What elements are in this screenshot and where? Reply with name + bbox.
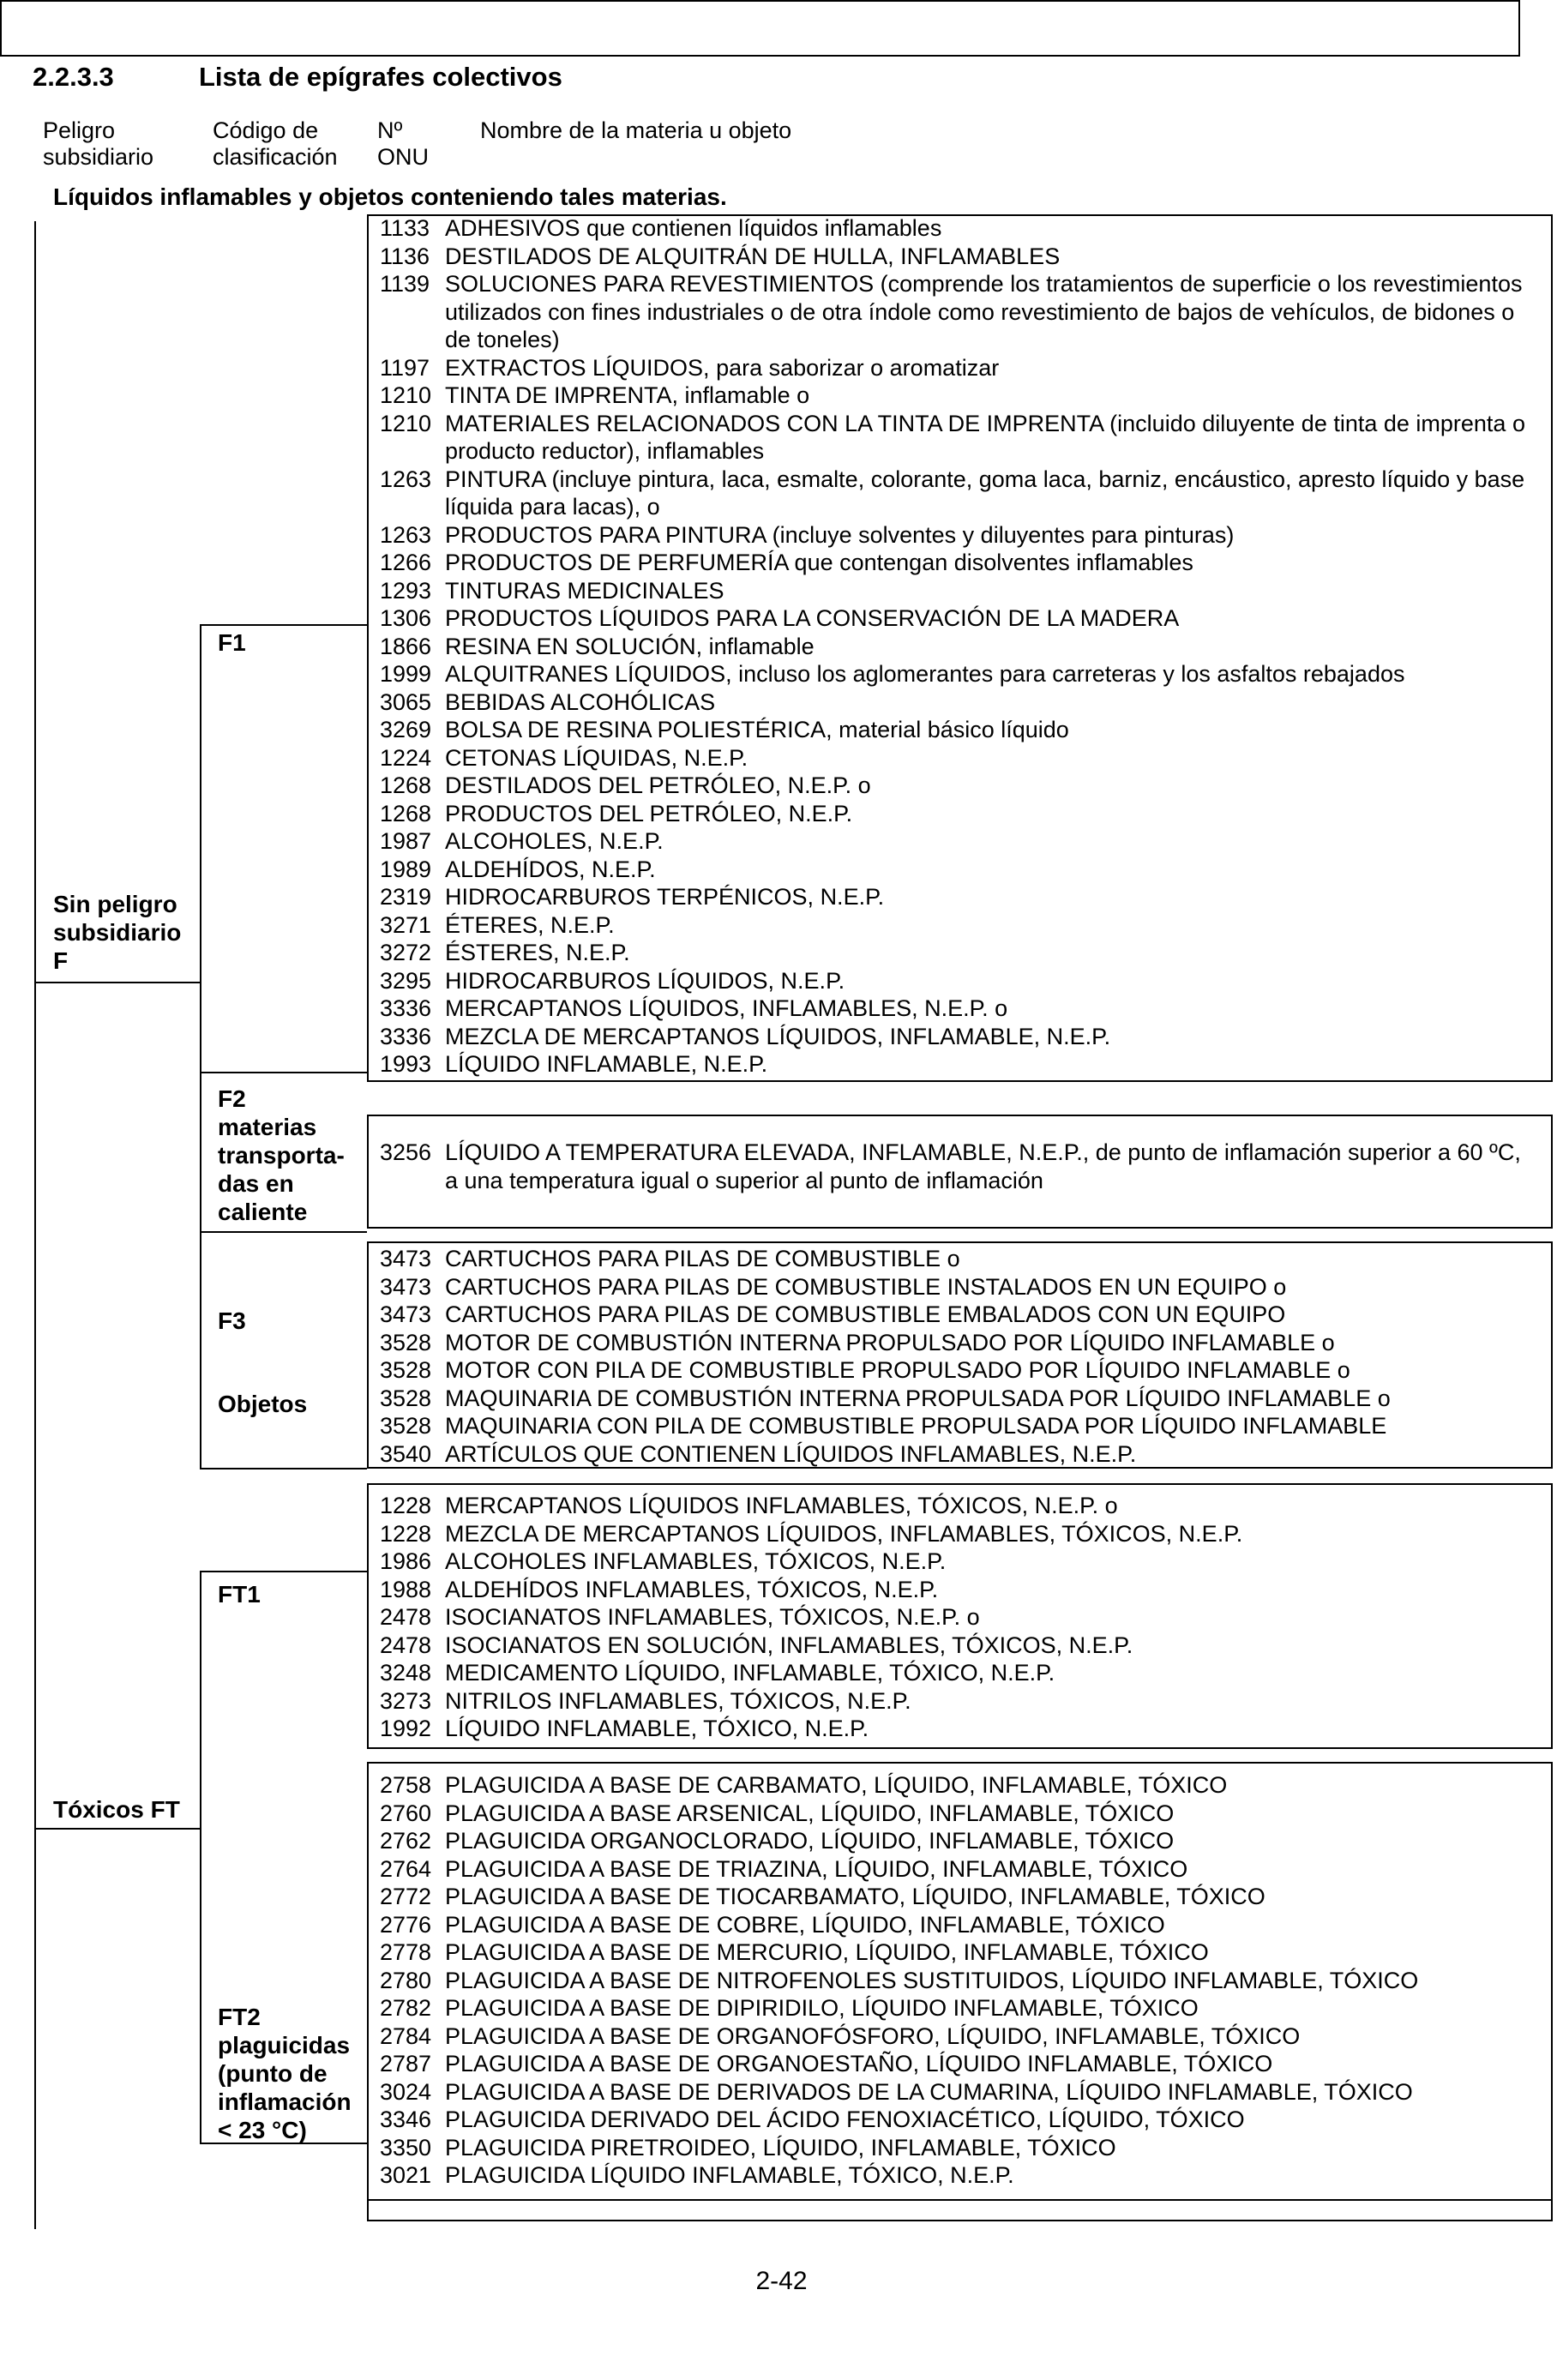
header-line: clasificación <box>213 144 338 170</box>
tree-line-f <box>200 624 201 1469</box>
substance-name: ISOCIANATOS INFLAMABLES, TÓXICOS, N.E.P. o <box>445 1604 980 1630</box>
substance-name: MATERIALES RELACIONADOS CON LA TINTA DE IMPRENTA (incluido diluyente de tinta de imprenta o producto reductor), inflamables <box>445 410 1525 464</box>
substance-name: ÉTERES, N.E.P. <box>445 911 615 938</box>
group-title: Líquidos inflamables y objetos conteniendo tales materias. <box>53 183 727 210</box>
list-item <box>380 1659 1533 1687</box>
un-number: 2780 <box>380 1967 432 1993</box>
list-item <box>380 772 1533 800</box>
un-number: 1197 <box>380 354 430 381</box>
section-title: Lista de epígrafes colectivos <box>199 62 562 92</box>
list-item <box>380 549 1533 577</box>
substance-name: DESTILADOS DEL PETRÓLEO, N.E.P. o <box>445 772 871 798</box>
un-number: 1263 <box>380 466 432 492</box>
label-line: subsidiario <box>53 919 182 946</box>
substance-name: MOTOR CON PILA DE COMBUSTIBLE PROPULSADO POR LÍQUIDO INFLAMABLE o <box>445 1357 1350 1383</box>
list-item <box>380 1603 1533 1632</box>
substance-name: TINTURAS MEDICINALES <box>445 577 724 604</box>
table-header <box>0 0 1520 57</box>
substance-name: PLAGUICIDA A BASE DE MERCURIO, LÍQUIDO, INFLAMABLE, TÓXICO <box>445 1939 1209 1965</box>
un-number: 3540 <box>380 1440 432 1467</box>
substance-name: HIDROCARBUROS TERPÉNICOS, N.E.P. <box>445 884 885 910</box>
substance-name: PLAGUICIDA PIRETROIDEO, LÍQUIDO, INFLAMABLE, TÓXICO <box>445 2134 1116 2161</box>
un-number: 3528 <box>380 1385 432 1411</box>
un-number: 1999 <box>380 661 432 687</box>
substance-name: MAQUINARIA CON PILA DE COMBUSTIBLE PROPULSADA POR LÍQUIDO INFLAMABLE <box>445 1413 1387 1439</box>
substance-name: PRODUCTOS LÍQUIDOS PARA LA CONSERVACIÓN DE LA MADERA <box>445 605 1180 631</box>
header-line: Nº <box>377 117 403 143</box>
list-item <box>380 1520 1533 1548</box>
list-item <box>380 2134 1533 2162</box>
list-item <box>380 1687 1533 1716</box>
box-ft2-divider <box>367 2199 1553 2201</box>
header-line: ONU <box>377 144 429 170</box>
list-item <box>380 1412 1533 1440</box>
substance-name: BOLSA DE RESINA POLIESTÉRICA, material básico líquido <box>445 717 1069 742</box>
un-number: 1293 <box>380 577 432 604</box>
list-item <box>380 1329 1533 1357</box>
un-number: 2760 <box>380 1800 432 1826</box>
un-number: 2319 <box>380 884 432 910</box>
substance-name: PLAGUICIDA A BASE DE TIOCARBAMATO, LÍQUIDO, INFLAMABLE, TÓXICO <box>445 1884 1265 1909</box>
substance-name: ALDEHÍDOS, N.E.P. <box>445 856 656 882</box>
list-item <box>380 967 1533 995</box>
substance-name: MERCAPTANOS LÍQUIDOS INFLAMABLES, TÓXICOS, N.E.P. o <box>445 1493 1118 1518</box>
un-number: 3346 <box>380 2107 432 2132</box>
un-number: 3473 <box>380 1273 432 1300</box>
un-number: 2784 <box>380 2022 432 2049</box>
un-number: 2776 <box>380 1911 432 1938</box>
label-line: (punto de <box>218 2060 328 2087</box>
substance-name: PRODUCTOS DE PERFUMERÍA que contengan disolventes inflamables <box>445 550 1193 575</box>
substance-name: PLAGUICIDA A BASE DE ORGANOESTAÑO, LÍQUIDO INFLAMABLE, TÓXICO <box>445 2051 1273 2076</box>
list-item <box>380 2161 1533 2190</box>
substance-name: MAQUINARIA DE COMBUSTIÓN INTERNA PROPULSADA POR LÍQUIDO INFLAMABLE o <box>445 1385 1391 1411</box>
list-item <box>380 1023 1533 1051</box>
un-number: 3473 <box>380 1246 432 1271</box>
tree-line-f2 <box>200 1072 367 1073</box>
tree-line-ft <box>200 1571 201 2143</box>
un-number: 3248 <box>380 1660 432 1686</box>
substance-name: DESTILADOS DE ALQUITRÁN DE HULLA, INFLAMABLES <box>445 243 1061 269</box>
substance-name: MEDICAMENTO LÍQUIDO, INFLAMABLE, TÓXICO, N.E.P. <box>445 1660 1055 1686</box>
substance-name: ALQUITRANES LÍQUIDOS, incluso los aglomerantes para carreteras y los asfaltos rebajados <box>445 661 1405 687</box>
un-number: 2478 <box>380 1632 432 1658</box>
label-f1: F1 <box>218 629 246 656</box>
un-number: 1210 <box>380 382 432 408</box>
list-item <box>380 1356 1533 1385</box>
label-f3: F3 <box>218 1307 246 1334</box>
substance-name: HIDROCARBUROS LÍQUIDOS, N.E.P. <box>445 967 845 994</box>
tree-line-f3 <box>200 1231 367 1233</box>
substance-name: ÉSTERES, N.E.P. <box>445 940 630 965</box>
substance-name: NITRILOS INFLAMABLES, TÓXICOS, N.E.P. <box>445 1687 911 1714</box>
header-subsidiary-hazard <box>43 117 153 171</box>
un-number: 3256 <box>380 1139 432 1165</box>
label-line: Sin peligro <box>53 891 177 917</box>
un-number: 1228 <box>380 1493 432 1518</box>
un-number: 1306 <box>380 605 432 631</box>
substance-name: RESINA EN SOLUCIÓN, inflamable <box>445 633 815 659</box>
label-line: plaguicidas <box>218 2032 351 2058</box>
substance-name: MOTOR DE COMBUSTIÓN INTERNA PROPULSADO POR LÍQUIDO INFLAMABLE o <box>445 1329 1335 1355</box>
entry-list-f3 <box>380 1245 1533 1468</box>
entry-list-ft1 <box>380 1492 1533 1743</box>
substance-name: PLAGUICIDA A BASE DE ORGANOFÓSFORO, LÍQUIDO, INFLAMABLE, TÓXICO <box>445 2022 1301 2049</box>
header-un-number <box>377 117 429 171</box>
un-number: 3336 <box>380 995 432 1021</box>
list-item <box>380 911 1533 940</box>
substance-name: ARTÍCULOS QUE CONTIENEN LÍQUIDOS INFLAMABLES, N.E.P. <box>445 1440 1137 1467</box>
substance-name: PINTURA (incluye pintura, laca, esmalte, colorante, goma laca, barniz, encáustico, apresto líquido y base líquida para lacas), o <box>445 466 1525 520</box>
un-number: 3295 <box>380 967 432 994</box>
list-item <box>380 883 1533 911</box>
un-number: 1136 <box>380 243 430 269</box>
un-number: 1989 <box>380 856 432 882</box>
list-item <box>380 604 1533 633</box>
label-line: materias <box>218 1114 317 1140</box>
list-item <box>380 1548 1533 1576</box>
list-item <box>380 1827 1533 1855</box>
substance-name: PRODUCTOS PARA PINTURA (incluye solventes y diluyentes para pinturas) <box>445 521 1235 548</box>
list-item <box>380 1576 1533 1604</box>
substance-name: TINTA DE IMPRENTA, inflamable o <box>445 382 810 408</box>
tree-line-f1 <box>200 624 367 626</box>
substance-name: CARTUCHOS PARA PILAS DE COMBUSTIBLE o <box>445 1246 960 1271</box>
substance-name: PLAGUICIDA A BASE ARSENICAL, LÍQUIDO, INFLAMABLE, TÓXICO <box>445 1800 1175 1826</box>
list-item <box>380 1771 1533 1800</box>
substance-name: MEZCLA DE MERCAPTANOS LÍQUIDOS, INFLAMABLES, TÓXICOS, N.E.P. <box>445 1520 1243 1547</box>
un-number: 3273 <box>380 1687 432 1714</box>
tree-line-main <box>34 221 36 2229</box>
un-number: 2772 <box>380 1884 432 1909</box>
substance-name: LÍQUIDO INFLAMABLE, TÓXICO, N.E.P. <box>445 1716 869 1741</box>
un-number: 3336 <box>380 1023 432 1049</box>
list-item <box>380 1967 1533 1995</box>
entry-list-ft2 <box>380 1771 1533 2190</box>
label-line: < 23 °C) <box>218 2117 307 2143</box>
un-number: 1210 <box>380 410 432 436</box>
substance-name: CETONAS LÍQUIDAS, N.E.P. <box>445 744 748 771</box>
list-item <box>380 1385 1533 1413</box>
un-number: 1139 <box>380 271 430 297</box>
substance-name: PLAGUICIDA DERIVADO DEL ÁCIDO FENOXIACÉTICO, LÍQUIDO, TÓXICO <box>445 2107 1245 2132</box>
un-number: 3272 <box>380 940 432 965</box>
list-item <box>380 995 1533 1023</box>
un-number: 3024 <box>380 2078 432 2105</box>
un-number: 3473 <box>380 1301 432 1327</box>
substance-name: PLAGUICIDA A BASE DE NITROFENOLES SUSTITUIDOS, LÍQUIDO INFLAMABLE, TÓXICO <box>445 1967 1419 1993</box>
list-item <box>380 660 1533 688</box>
label-line: FT2 <box>218 2004 261 2030</box>
label-line: caliente <box>218 1199 308 1225</box>
un-number: 2787 <box>380 2051 432 2076</box>
substance-name: MERCAPTANOS LÍQUIDOS, INFLAMABLES, N.E.P. o <box>445 995 1008 1021</box>
un-number: 1228 <box>380 1520 432 1547</box>
substance-name: ALDEHÍDOS INFLAMABLES, TÓXICOS, N.E.P. <box>445 1576 939 1602</box>
list-item <box>380 688 1533 717</box>
list-item <box>380 354 1533 382</box>
substance-name: PLAGUICIDA A BASE DE CARBAMATO, LÍQUIDO, INFLAMABLE, TÓXICO <box>445 1772 1228 1798</box>
header-classification-code <box>213 117 338 171</box>
substance-name: MEZCLA DE MERCAPTANOS LÍQUIDOS, INFLAMABLE, N.E.P. <box>445 1023 1111 1049</box>
label-f3-objects: Objetos <box>218 1391 308 1417</box>
un-number: 1224 <box>380 744 432 771</box>
list-item <box>380 1883 1533 1911</box>
un-number: 2764 <box>380 1855 432 1882</box>
tree-line-f3-end <box>200 1468 367 1469</box>
substance-name: ADHESIVOS que contienen líquidos inflamables <box>445 215 942 241</box>
label-ft1: FT1 <box>218 1581 261 1608</box>
un-number: 3528 <box>380 1357 432 1383</box>
list-item <box>380 2078 1533 2107</box>
un-number: 2782 <box>380 1995 432 2021</box>
list-item <box>380 2106 1533 2134</box>
list-item <box>380 716 1533 744</box>
substance-name: PLAGUICIDA ORGANOCLORADO, LÍQUIDO, INFLAMABLE, TÓXICO <box>445 1828 1175 1854</box>
un-number: 3271 <box>380 911 432 938</box>
entry-list-f2 <box>380 1139 1533 1194</box>
label-line: inflamación <box>218 2089 352 2115</box>
list-item <box>380 382 1533 410</box>
list-item <box>380 1139 1533 1194</box>
substance-name: PLAGUICIDA A BASE DE DERIVADOS DE LA CUMARINA, LÍQUIDO INFLAMABLE, TÓXICO <box>445 2078 1413 2105</box>
tree-line-toxic-end <box>34 1828 200 1830</box>
list-item <box>380 466 1533 521</box>
list-item <box>380 800 1533 828</box>
list-item <box>380 633 1533 661</box>
substance-name: CARTUCHOS PARA PILAS DE COMBUSTIBLE INSTALADOS EN UN EQUIPO o <box>445 1273 1287 1300</box>
list-item <box>380 521 1533 550</box>
un-number: 3528 <box>380 1413 432 1439</box>
list-item <box>380 214 1533 243</box>
un-number: 1866 <box>380 633 432 659</box>
substance-name: PLAGUICIDA A BASE DE COBRE, LÍQUIDO, INFLAMABLE, TÓXICO <box>445 1911 1165 1938</box>
list-item <box>380 1492 1533 1520</box>
un-number: 2478 <box>380 1604 432 1630</box>
label-f2 <box>218 1085 345 1226</box>
un-number: 1993 <box>380 1051 432 1077</box>
substance-name: LÍQUIDO A TEMPERATURA ELEVADA, INFLAMABLE, N.E.P., de punto de inflamación superior a 60 ºC, a una temperatura igual o superior al punto de inflamación <box>445 1139 1521 1193</box>
tree-line-ft1 <box>200 1571 367 1572</box>
un-number: 3065 <box>380 688 432 715</box>
un-number: 1268 <box>380 800 432 826</box>
substance-name: CARTUCHOS PARA PILAS DE COMBUSTIBLE EMBALADOS CON UN EQUIPO <box>445 1301 1286 1327</box>
substance-name: PRODUCTOS DEL PETRÓLEO, N.E.P. <box>445 800 853 826</box>
substance-name: BEBIDAS ALCOHÓLICAS <box>445 688 716 715</box>
list-item <box>380 1273 1533 1301</box>
list-item <box>380 1855 1533 1884</box>
un-number: 1986 <box>380 1548 432 1574</box>
page-number: 2-42 <box>755 2267 808 2295</box>
substance-name: SOLUCIONES PARA REVESTIMIENTOS (comprende los tratamientos de superficie o los revestimientos utilizados con fines industriales o de otra índole como revestimiento de bajos de vehículos, de bidones o de toneles) <box>445 271 1523 352</box>
entry-list-f1 <box>380 214 1533 1079</box>
label-ft2 <box>218 2003 352 2144</box>
list-item <box>380 1715 1533 1743</box>
label-line: das en <box>218 1170 294 1197</box>
substance-name: PLAGUICIDA A BASE DE DIPIRIDILO, LÍQUIDO INFLAMABLE, TÓXICO <box>445 1995 1199 2021</box>
substance-name: PLAGUICIDA A BASE DE TRIAZINA, LÍQUIDO, INFLAMABLE, TÓXICO <box>445 1855 1188 1882</box>
header-line: subsidiario <box>43 144 154 170</box>
list-item <box>380 1440 1533 1469</box>
list-item <box>380 1632 1533 1660</box>
substance-name: PLAGUICIDA LÍQUIDO INFLAMABLE, TÓXICO, N.E.P. <box>445 2162 1014 2188</box>
list-item <box>380 1050 1533 1079</box>
substance-name: EXTRACTOS LÍQUIDOS, para saborizar o aromatizar <box>445 354 1000 381</box>
label-toxic: Tóxicos FT <box>53 1796 180 1823</box>
list-item <box>380 827 1533 856</box>
un-number: 1268 <box>380 772 432 798</box>
list-item <box>380 744 1533 772</box>
list-item <box>380 243 1533 271</box>
list-item <box>380 2050 1533 2078</box>
un-number: 3269 <box>380 717 432 742</box>
substance-name: ALCOHOLES, N.E.P. <box>445 828 664 854</box>
list-item <box>380 1938 1533 1967</box>
list-item <box>380 856 1533 884</box>
substance-name: ISOCIANATOS EN SOLUCIÓN, INFLAMABLES, TÓXICOS, N.E.P. <box>445 1632 1133 1658</box>
header-line: Peligro <box>43 117 116 143</box>
un-number: 2762 <box>380 1828 432 1854</box>
label-line: F2 <box>218 1085 246 1112</box>
un-number: 1263 <box>380 521 432 548</box>
un-number: 3528 <box>380 1329 432 1355</box>
section-number: 2.2.3.3 <box>33 62 114 92</box>
un-number: 1266 <box>380 550 432 575</box>
list-item <box>380 939 1533 967</box>
un-number: 1992 <box>380 1716 432 1741</box>
label-line: transporta- <box>218 1142 345 1169</box>
list-item <box>380 577 1533 605</box>
un-number: 1987 <box>380 828 432 854</box>
header-substance-name: Nombre de la materia u objeto <box>480 117 792 143</box>
un-number: 3021 <box>380 2162 432 2188</box>
list-item <box>380 1301 1533 1329</box>
un-number: 3350 <box>380 2134 432 2161</box>
list-item <box>380 270 1533 354</box>
list-item <box>380 2022 1533 2051</box>
substance-name: ALCOHOLES INFLAMABLES, TÓXICOS, N.E.P. <box>445 1548 947 1574</box>
list-item <box>380 1994 1533 2022</box>
label-line: F <box>53 947 69 974</box>
tree-line-none-end <box>34 982 200 983</box>
list-item <box>380 1245 1533 1273</box>
label-no-subsidiary <box>53 890 181 975</box>
un-number: 2758 <box>380 1772 432 1798</box>
un-number: 1133 <box>380 215 430 241</box>
list-item <box>380 410 1533 466</box>
list-item <box>380 1800 1533 1828</box>
un-number: 2778 <box>380 1939 432 1965</box>
list-item <box>380 1911 1533 1939</box>
un-number: 1988 <box>380 1576 432 1602</box>
substance-name: LÍQUIDO INFLAMABLE, N.E.P. <box>445 1051 768 1077</box>
header-line: Código de <box>213 117 319 143</box>
